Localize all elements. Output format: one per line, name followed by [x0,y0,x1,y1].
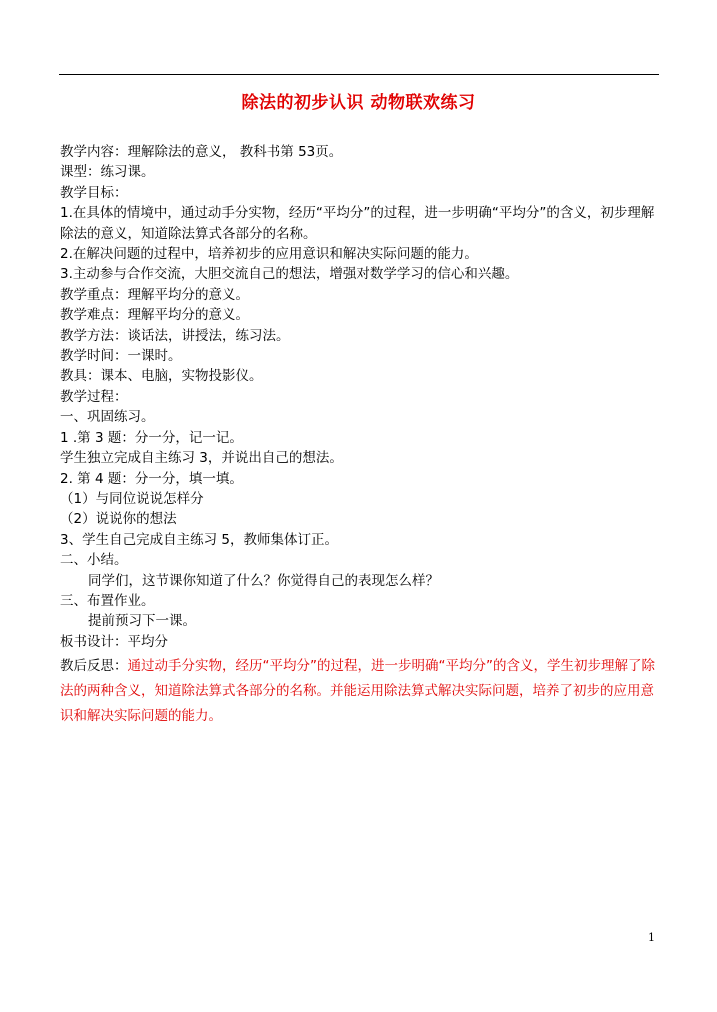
text-line: 教学内容：理解除法的意义， 教科书第 53页。 [60,144,343,160]
text-line: 3、学生自己完成自主练习 5，教师集体订正。 [60,531,338,548]
objective-3: 3.主动参与合作交流，大胆交流自己的想法，增强对数学学习的信心和兴趣。 [60,266,519,283]
header-rule [59,74,659,75]
objective-2: 2.在解决问题的过程中，培养初步的应用意识和解决实际问题的能力。 [60,246,478,263]
text-line: 2. 第 4 题：分一分，填一填。 [60,470,243,487]
text-line: 课型：练习课。 [60,164,155,181]
text-line: 教学时间：一课时。 [60,348,182,365]
text-line: （2）说说你的想法 [60,511,177,528]
text-line: 同学们，这节课你知道了什么？你觉得自己的表现怎么样？ [88,572,439,589]
reflection-label: 教后反思： [60,658,128,675]
text-line: （1）与同位说说怎样分 [60,490,204,507]
section-heading: 二、小结。 [60,552,128,569]
reflection-paragraph [60,654,660,729]
objective-1: 1.在具体的情境中，通过动手分实物，经历“平均分”的过程，进一步明确“平均分”的含义，初步理解除法的意义，知道除法算式各部分的名称。 [60,205,655,242]
section-heading: 一、巩固练习。 [60,409,155,426]
text-line: 教学过程： [60,388,128,405]
text-line: 教学目标： [60,184,128,201]
section-heading: 三、布置作业。 [60,592,155,609]
text-line: 教具：课本、电脑，实物投影仪。 [60,368,263,385]
text-line: 教学重点：理解平均分的意义。 [60,286,249,303]
page-title: 除法的初步认识 动物联欢练习 [241,93,476,113]
text-line: 板书设计：平均分 [60,633,168,650]
document-body [60,142,660,729]
text-line: 学生独立完成自主练习 3，并说出自己的想法。 [60,450,343,467]
page-number: 1 [648,931,655,944]
reflection-text: 通过动手分实物，经历“平均分”的过程，进一步明确“平均分”的含义，学生初步理解了除法的两种含义，知道除法算式各部分的名称。并能运用除法算式解决实际问题，培养了初步的应用意识和解决实际问题的能力。 [60,658,655,725]
text-line: 1 .第 3 题：分一分，记一记。 [60,429,243,446]
text-line: 教学方法：谈话法，讲授法，练习法。 [60,327,290,344]
text-line: 提前预习下一课。 [88,613,196,630]
text-line: 教学难点：理解平均分的意义。 [60,307,249,324]
